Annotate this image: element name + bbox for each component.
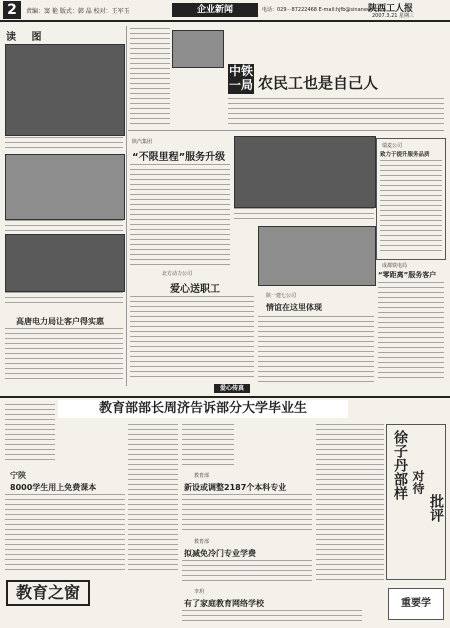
shanxi-dev-title: 情谊在这里体现 <box>266 303 322 312</box>
love-tag: 爱心传真 <box>214 384 250 393</box>
row-divider <box>128 130 444 131</box>
feature-title: 农民工也是自己人 <box>258 74 379 92</box>
page-number: 2 <box>3 1 21 19</box>
stamp-box: 重要学 <box>388 588 444 620</box>
love-kicker: 北方动力公司 <box>162 271 193 277</box>
feature-body-2 <box>228 98 444 126</box>
ruiqi-body <box>380 160 442 254</box>
ningshaan-kicker: 宁陕 <box>10 471 26 480</box>
section-label: 企业新闻 <box>172 3 258 17</box>
feature-badge-top: 中铁 <box>228 64 253 78</box>
photo-news-3 <box>5 234 125 292</box>
chengdu-body <box>378 282 444 382</box>
photo-caption-1 <box>5 137 123 151</box>
ruiqi-kicker: 瑞麦公司 <box>382 143 403 149</box>
editor-info: 责编：窦 艳 版式：韩 晶 校对：王军玉 <box>26 8 130 15</box>
newspaper-brand: 陕西工人报 <box>368 4 414 14</box>
ruiqi-title: 致力于提升服务品质 <box>380 152 430 158</box>
ningshaan-title: 8000学生用上免费课本 <box>10 483 97 492</box>
education-banner: 教育部部长周济告诉部分大学毕业生 <box>58 400 348 418</box>
education-col-2 <box>182 424 234 468</box>
lijian-body <box>182 610 362 624</box>
shaanxi-title: “不限里程”服务升级 <box>132 152 226 163</box>
shanxi-dev-photo <box>258 226 376 286</box>
feature-badge <box>228 64 254 94</box>
adjust-body <box>182 494 312 534</box>
power-body <box>5 328 123 380</box>
adjust-kicker: 教育部 <box>194 473 210 479</box>
lijian-title: 有了家庭教育网络学校 <box>184 599 264 608</box>
ningshaan-body <box>5 494 125 572</box>
education-col-3 <box>316 424 384 584</box>
shaanxi-photo <box>234 136 376 208</box>
page-header <box>0 0 450 22</box>
intro-column <box>5 404 55 460</box>
reduce-body <box>182 560 312 584</box>
photo-news-2 <box>5 154 125 220</box>
issue-date: 2007.3.21 星期三 <box>372 13 415 19</box>
feature-badge-bottom: 一局 <box>228 78 253 92</box>
reduce-title: 拟减免冷门专业学费 <box>184 549 256 558</box>
column-divider <box>126 26 127 386</box>
chengdu-kicker: 成都铁电局 <box>382 263 408 269</box>
power-title: 高唐电力局让客户得实惠 <box>16 317 104 326</box>
feature-photo <box>172 30 224 68</box>
shaanxi-body <box>130 164 230 268</box>
lijian-kicker: 李玥 <box>194 589 205 595</box>
photo-caption-2 <box>5 220 123 232</box>
photo-caption-3 <box>5 292 123 306</box>
education-window-logo: 教育之窗 <box>6 580 90 606</box>
shanxi-dev-kicker: 陕一建七公司 <box>266 293 297 299</box>
contact-info: 电话：029－87222468 E-mail:hjfb@sinanews.com <box>262 7 386 13</box>
adjust-title: 新设或调整2187个本科专业 <box>184 483 287 492</box>
education-col-1 <box>128 424 178 574</box>
love-body <box>130 296 254 378</box>
shaanxi-kicker: 陕汽集团 <box>132 139 153 145</box>
side-title-b: 对待 <box>411 470 425 494</box>
side-title-c: 批评 <box>428 494 444 522</box>
side-title-a: 徐子丹部样 <box>392 430 408 500</box>
photo-news-1 <box>5 44 125 136</box>
love-title: 爱心送职工 <box>170 284 220 295</box>
feature-body-1 <box>130 28 170 128</box>
reading-label: 读 图 <box>6 32 48 43</box>
section-rule <box>0 396 450 398</box>
chengdu-title: “零距离”服务客户 <box>378 271 437 279</box>
reduce-kicker: 教育部 <box>194 539 210 545</box>
shanxi-dev-body <box>258 316 374 386</box>
shaanxi-photo-caption <box>234 208 374 220</box>
